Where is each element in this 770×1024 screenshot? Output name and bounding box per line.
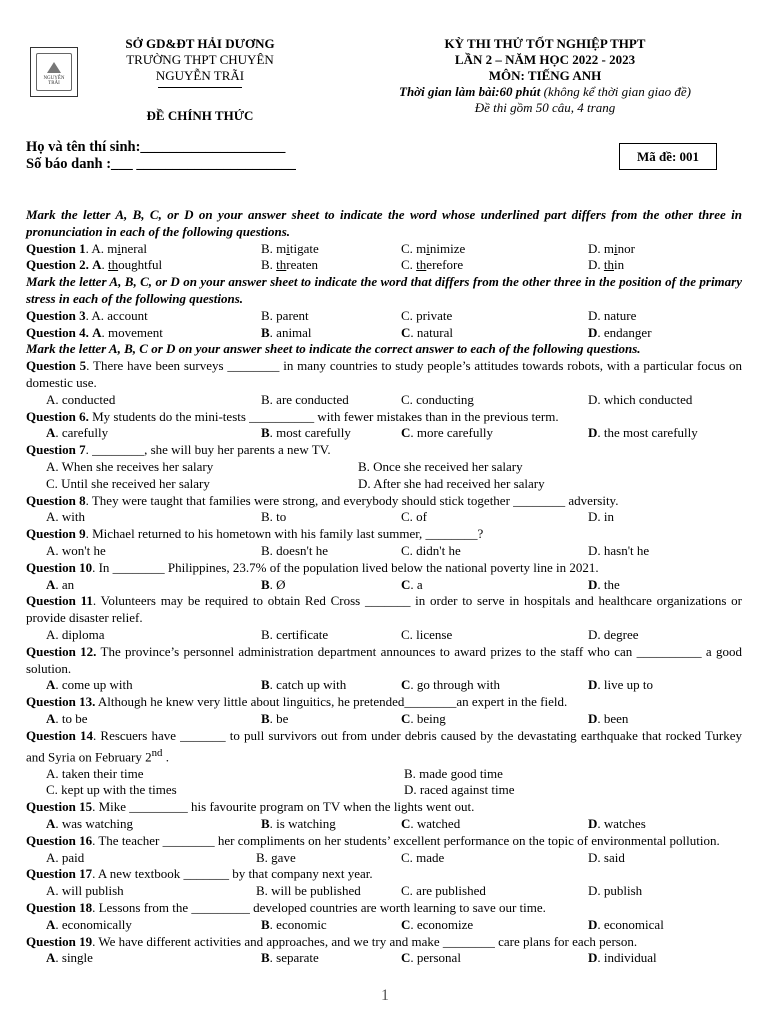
logo-emblem-icon (47, 62, 61, 73)
question-19: Question 19. We have different activities and approaches, and we try and make ________ care plans for each person. (26, 933, 638, 949)
question-6-options: A. carefully B. most carefully C. more carefully D. the most carefully (46, 425, 698, 441)
question-5-options: A. conducted B. are conducted C. conducting D. which conducted (46, 391, 693, 407)
question-7-options-cd: C. Until she received her salary D. After she had received her salary (46, 475, 545, 491)
question-7: Question 7. ________, she will buy her parents a new TV. (26, 442, 331, 458)
exam-code-box: Mã đề: 001 (619, 143, 717, 170)
logo-frame (36, 53, 72, 91)
question-label: Question 3 (26, 307, 86, 323)
question-17-options: A. will publish B. will be published C. are published D. publish (46, 883, 643, 899)
question-14: Question 14. Rescuers have _______ to pull survivors out from under debris caused by the devastating earthquake that rocked Turkey and Syria on February 2nd . (26, 727, 743, 764)
exam-round: LẦN 2 – NĂM HỌC 2022 - 2023 (454, 52, 636, 67)
header-rule (158, 87, 242, 88)
exam-time-duration: Thời gian làm bài:60 phút (399, 84, 541, 99)
school-header (90, 36, 310, 124)
question-10: Question 10. In ________ Philippines, 23.7% of the population lived below the national poverty line in 2021. (26, 559, 599, 575)
question-12: Question 12. The province’s personnel administration department announces to award prizes to the staff who can __________ a good solution. (26, 643, 743, 676)
official-exam-label: ĐỀ CHÍNH THỨC (146, 108, 254, 123)
exam-body (26, 207, 742, 967)
question-15-options: A. was watching B. is watching C. watched D. watches (46, 816, 646, 832)
candidate-name-field: Họ và tên thí sinh:____________________ (26, 139, 286, 155)
exam-subject: MÔN: TIẾNG ANH (488, 68, 602, 83)
question-5: Question 5. There have been surveys ________ in many countries to study people’s attitudes towards robots, with a particular focus on domestic use. (26, 358, 743, 390)
school-logo (30, 47, 78, 97)
question-13-options: A. to be B. be C. being D. been (46, 710, 629, 726)
candidate-info (26, 139, 296, 173)
question-16: Question 16. The teacher ________ her compliments on her students’ excellent performance on the topic of environmental pollution. (26, 832, 720, 848)
page-number: 1 (381, 987, 389, 1004)
question-1: Question 1. A. mineral B. mitigate C. minimize D. minor (26, 240, 635, 256)
question-12-options: A. come up with B. catch up with C. go through with D. live up to (46, 677, 653, 693)
exam-time (350, 84, 740, 100)
question-11: Question 11. Volunteers may be required to obtain Red Cross _______ in order to serve in hospitals and healthcare organizations or provide disaster relief. (26, 593, 742, 626)
question-14-options-cd: C. kept up with the times D. raced against time (46, 782, 515, 798)
question-18: Question 18. Lessons from the _________ developed countries are worth learning to save our time. (26, 900, 546, 915)
question-14-options-ab: A. taken their time B. made good time (46, 765, 503, 781)
question-18-options: A. economically B. economic C. economize D. economical (46, 916, 664, 932)
instruction-pronunciation: Mark the letter A, B, C, or D on your answer sheet to indicate the word whose underlined part differs from the other three in pronunciation in each of the following questions. (26, 207, 742, 239)
instruction-stress: Mark the letter A, B, C, or D on your answer sheet to indicate the word that differs from the other three in the position of the primary stress in each of the following questions. (26, 274, 742, 306)
exam-title: KỲ THI THỬ TỐT NGHIỆP THPT (444, 36, 646, 51)
question-4: Question 4. A. movement B. animal C. natural D. endanger (26, 324, 652, 340)
question-17: Question 17. A new textbook _______ by that company next year. (26, 866, 373, 882)
exam-header (350, 36, 740, 116)
question-7-options-ab: A. When she receives her salary B. Once she received her salary (46, 458, 523, 474)
question-label: Question 2. (26, 257, 89, 273)
school-name-line2: NGUYỄN TRÃI (155, 68, 245, 83)
exam-time-note: (không kể thời gian giao đề) (540, 84, 691, 99)
question-8-options: A. with B. to C. of D. in (46, 509, 615, 525)
question-16-options: A. paid B. gave C. made D. said (46, 849, 625, 865)
question-19-options: A. single B. separate C. personal D. individual (46, 950, 657, 966)
question-label: Question 1 (26, 240, 86, 256)
question-13: Question 13. Although he knew very little about linguitics, he pretended________an expert in the field. (26, 694, 568, 710)
question-6: Question 6. My students do the mini-tests __________ with fewer mistakes than in the previous term. (26, 408, 559, 424)
instruction-correct-answer: Mark the letter A, B, C or D on your answer sheet to indicate the correct answer to each of the following questions. (26, 341, 641, 357)
candidate-number-field: Số báo danh :___ ______________________ (26, 156, 296, 172)
question-2: Question 2. A. thoughtful B. threaten C. therefore D. thin (26, 257, 625, 273)
question-8: Question 8. They were taught that families were strong, and everybody should stick together ________ adversity. (26, 492, 619, 508)
school-name-line1: TRƯỜNG THPT CHUYÊN (126, 52, 274, 67)
question-15: Question 15. Mike _________ his favourite program on TV when the lights went out. (26, 799, 475, 815)
question-9: Question 9. Michael returned to his hometown with his family last summer, ________? (26, 526, 484, 542)
exam-pages: Đề thi gồm 50 câu, 4 trang (474, 100, 616, 115)
department-name: SỞ GD&ĐT HẢI DƯƠNG (125, 36, 275, 51)
question-9-options: A. won't he B. doesn't he C. didn't he D. hasn't he (46, 542, 650, 558)
question-10-options: A. an B. Ø C. a D. the (46, 576, 620, 592)
question-label: Question 4. (26, 324, 89, 340)
question-3: Question 3. A. account B. parent C. private D. nature (26, 307, 637, 323)
logo-text: NGUYỄN TRÃI (43, 76, 65, 86)
question-11-options: A. diploma B. certificate C. license D. degree (46, 626, 639, 642)
